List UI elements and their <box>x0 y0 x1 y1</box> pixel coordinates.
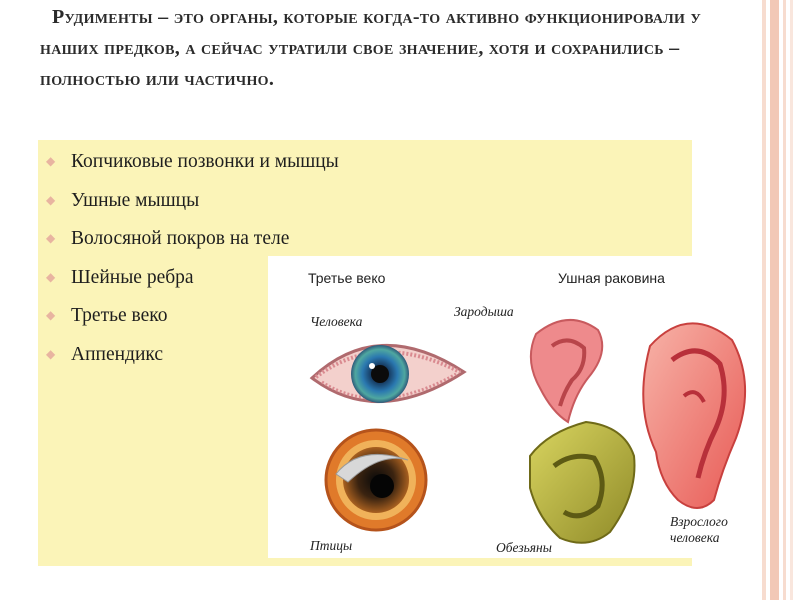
decor-stripe <box>770 0 779 600</box>
diamond-bullet-icon: ◆ <box>46 308 56 322</box>
list-item-text: Шейные ребра <box>71 266 194 288</box>
list-item-text: Аппендикс <box>71 343 164 365</box>
monkey-ear-icon <box>530 422 635 543</box>
auricle-label: Ушная раковина <box>558 270 665 286</box>
list-item-text: Третье веко <box>71 305 168 326</box>
embryo-ear-icon <box>531 320 602 422</box>
embryo-label: Зародыша <box>454 304 514 319</box>
decor-stripe <box>790 0 793 600</box>
figure-illustration <box>268 256 760 558</box>
list-item-text: Волосяной покров на теле <box>71 228 290 249</box>
adult-ear-icon <box>643 323 745 508</box>
bird-label: Птицы <box>310 538 353 553</box>
human-eye-icon <box>312 345 464 403</box>
adult-label-line2: человека <box>670 530 720 545</box>
list-item-text: Ушные мышцы <box>71 189 200 211</box>
adult-label-line1: Взрослого <box>670 514 728 529</box>
diamond-bullet-icon: ◆ <box>46 346 56 361</box>
diamond-bullet-icon: ◆ <box>46 154 56 168</box>
monkey-label: Обезьяны <box>496 540 552 555</box>
list-item <box>46 186 339 225</box>
diamond-bullet-icon: ◆ <box>46 231 56 245</box>
bird-eye-icon <box>326 430 426 530</box>
human-label: Человека <box>310 314 363 329</box>
diamond-bullet-icon: ◆ <box>46 192 56 207</box>
rudiments-figure <box>268 256 760 558</box>
list-item-text: Копчиковые позвонки и мышцы <box>71 151 339 172</box>
diamond-bullet-icon: ◆ <box>46 269 56 284</box>
decor-stripe <box>762 0 766 600</box>
list-item <box>46 147 339 186</box>
decor-stripe <box>783 0 786 600</box>
slide-title: Рудименты – это органы, которые когда-то активно функционировали у наших предков, а сейчас утратили свое значение, хотя и сохранились – полностью или частично. <box>40 6 702 90</box>
third-eyelid-label: Третье веко <box>308 270 386 286</box>
